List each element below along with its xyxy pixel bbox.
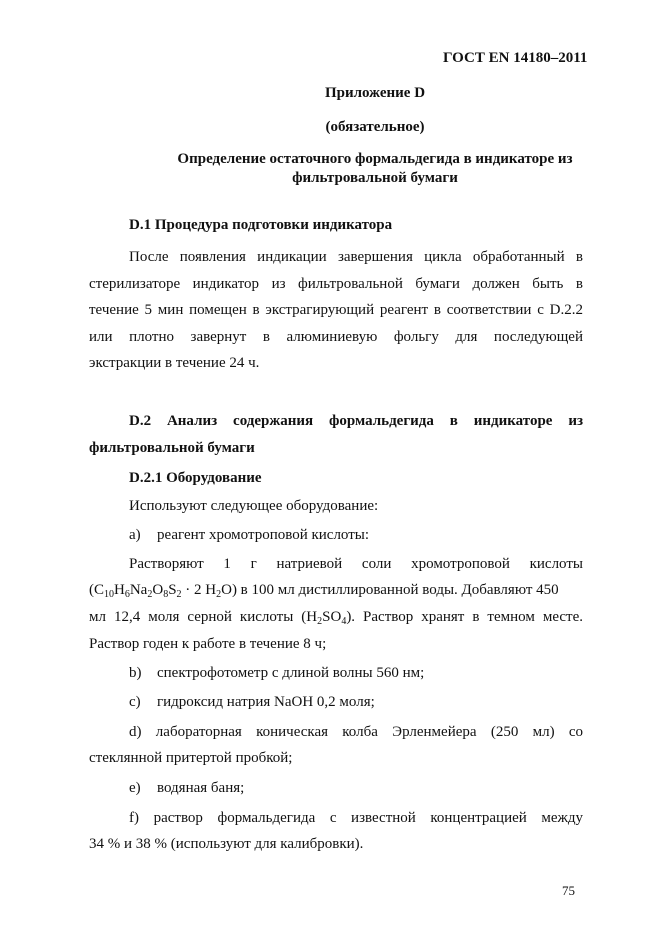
list-text: водяная баня; — [157, 780, 245, 796]
formula-text: H — [114, 582, 125, 598]
standard-code: ГОСТ EN 14180–2011 — [443, 50, 588, 66]
section-d2-heading-line2: фильтровальной бумаги — [89, 440, 255, 456]
d1-paragraph-line: стерилизаторе индикатор из фильтровальной бумаги должен быть в — [89, 276, 583, 292]
solution-line: Растворяют 1 г натриевой соли хромотроповой кислоты — [129, 556, 583, 572]
appendix-heading-line1: Определение остаточного формальдегида в индикаторе из — [177, 151, 573, 167]
appendix-status: (обязательное) — [325, 119, 425, 135]
formula-text: · 2 H — [181, 582, 217, 598]
solution-line — [89, 609, 583, 626]
appendix-title: Приложение D — [324, 85, 426, 101]
list-text: раствор формальдегида с известной концентрацией между — [153, 810, 584, 826]
formula-text: (C — [89, 582, 104, 598]
list-letter: a) — [129, 527, 141, 543]
appendix-heading-line2: фильтровальной бумаги — [292, 170, 458, 186]
list-letter: f) — [129, 810, 139, 826]
list-text: лабораторная коническая колба Эрленмейера (250 мл) со — [155, 724, 584, 740]
page-number: 75 — [562, 883, 575, 898]
formula-subscript: 2 — [147, 589, 153, 600]
solution-text: мл 12,4 моля серной кислоты (H — [89, 609, 318, 625]
formula-subscript: 2 — [317, 616, 323, 627]
formula-subscript: 2 — [216, 589, 222, 600]
section-d2-heading-line1: D.2 Анализ содержания формальдегида в индикаторе из — [129, 413, 583, 429]
list-item-f-line2: 34 % и 38 % (используют для калибровки). — [89, 836, 364, 852]
list-letter: e) — [129, 780, 141, 796]
solution-line: Раствор годен к работе в течение 8 ч; — [89, 636, 327, 652]
section-d1-heading: D.1 Процедура подготовки индикатора — [129, 217, 393, 233]
list-item-d-line1 — [129, 724, 583, 741]
formula-text: O) в 100 мл дистиллированной воды. Добавляют 450 — [221, 582, 559, 598]
formula-subscript: 6 — [124, 589, 130, 600]
list-text: гидроксид натрия NaOH 0,2 моля; — [157, 694, 375, 710]
list-item-f-line1 — [129, 810, 583, 827]
solution-text: ). Раствор хранят в темном месте. — [346, 609, 583, 625]
formula-subscript: 10 — [104, 589, 114, 600]
d1-paragraph-line: экстракции в течение 24 ч. — [89, 355, 260, 371]
formula-subscript: 2 — [176, 589, 182, 600]
section-d21-heading: D.2.1 Оборудование — [129, 470, 262, 486]
list-letter: d) — [129, 724, 142, 740]
formula-text: S — [168, 582, 177, 598]
formula-text: Na — [129, 582, 148, 598]
solution-text: SO — [322, 609, 342, 625]
list-letter: b) — [129, 665, 142, 681]
list-letter: c) — [129, 694, 141, 710]
formula-text: O — [152, 582, 164, 598]
list-text: реагент хромотроповой кислоты: — [157, 527, 370, 543]
list-text: спектрофотометр с длиной волны 560 нм; — [157, 665, 425, 681]
formula-subscript: 8 — [163, 589, 169, 600]
d1-paragraph-line: течение 5 мин помещен в экстрагирующий реагент в соответствии с D.2.2 — [89, 302, 583, 318]
formula-subscript: 4 — [341, 616, 347, 627]
solution-formula-line — [89, 582, 583, 599]
list-item-d-line2: стеклянной притертой пробкой; — [89, 750, 293, 766]
d1-paragraph-line: После появления индикации завершения цикла обработанный в — [129, 249, 583, 265]
equipment-intro: Используют следующее оборудование: — [129, 498, 379, 514]
d1-paragraph-line: или плотно завернут в алюминиевую фольгу для последующей — [89, 329, 583, 345]
